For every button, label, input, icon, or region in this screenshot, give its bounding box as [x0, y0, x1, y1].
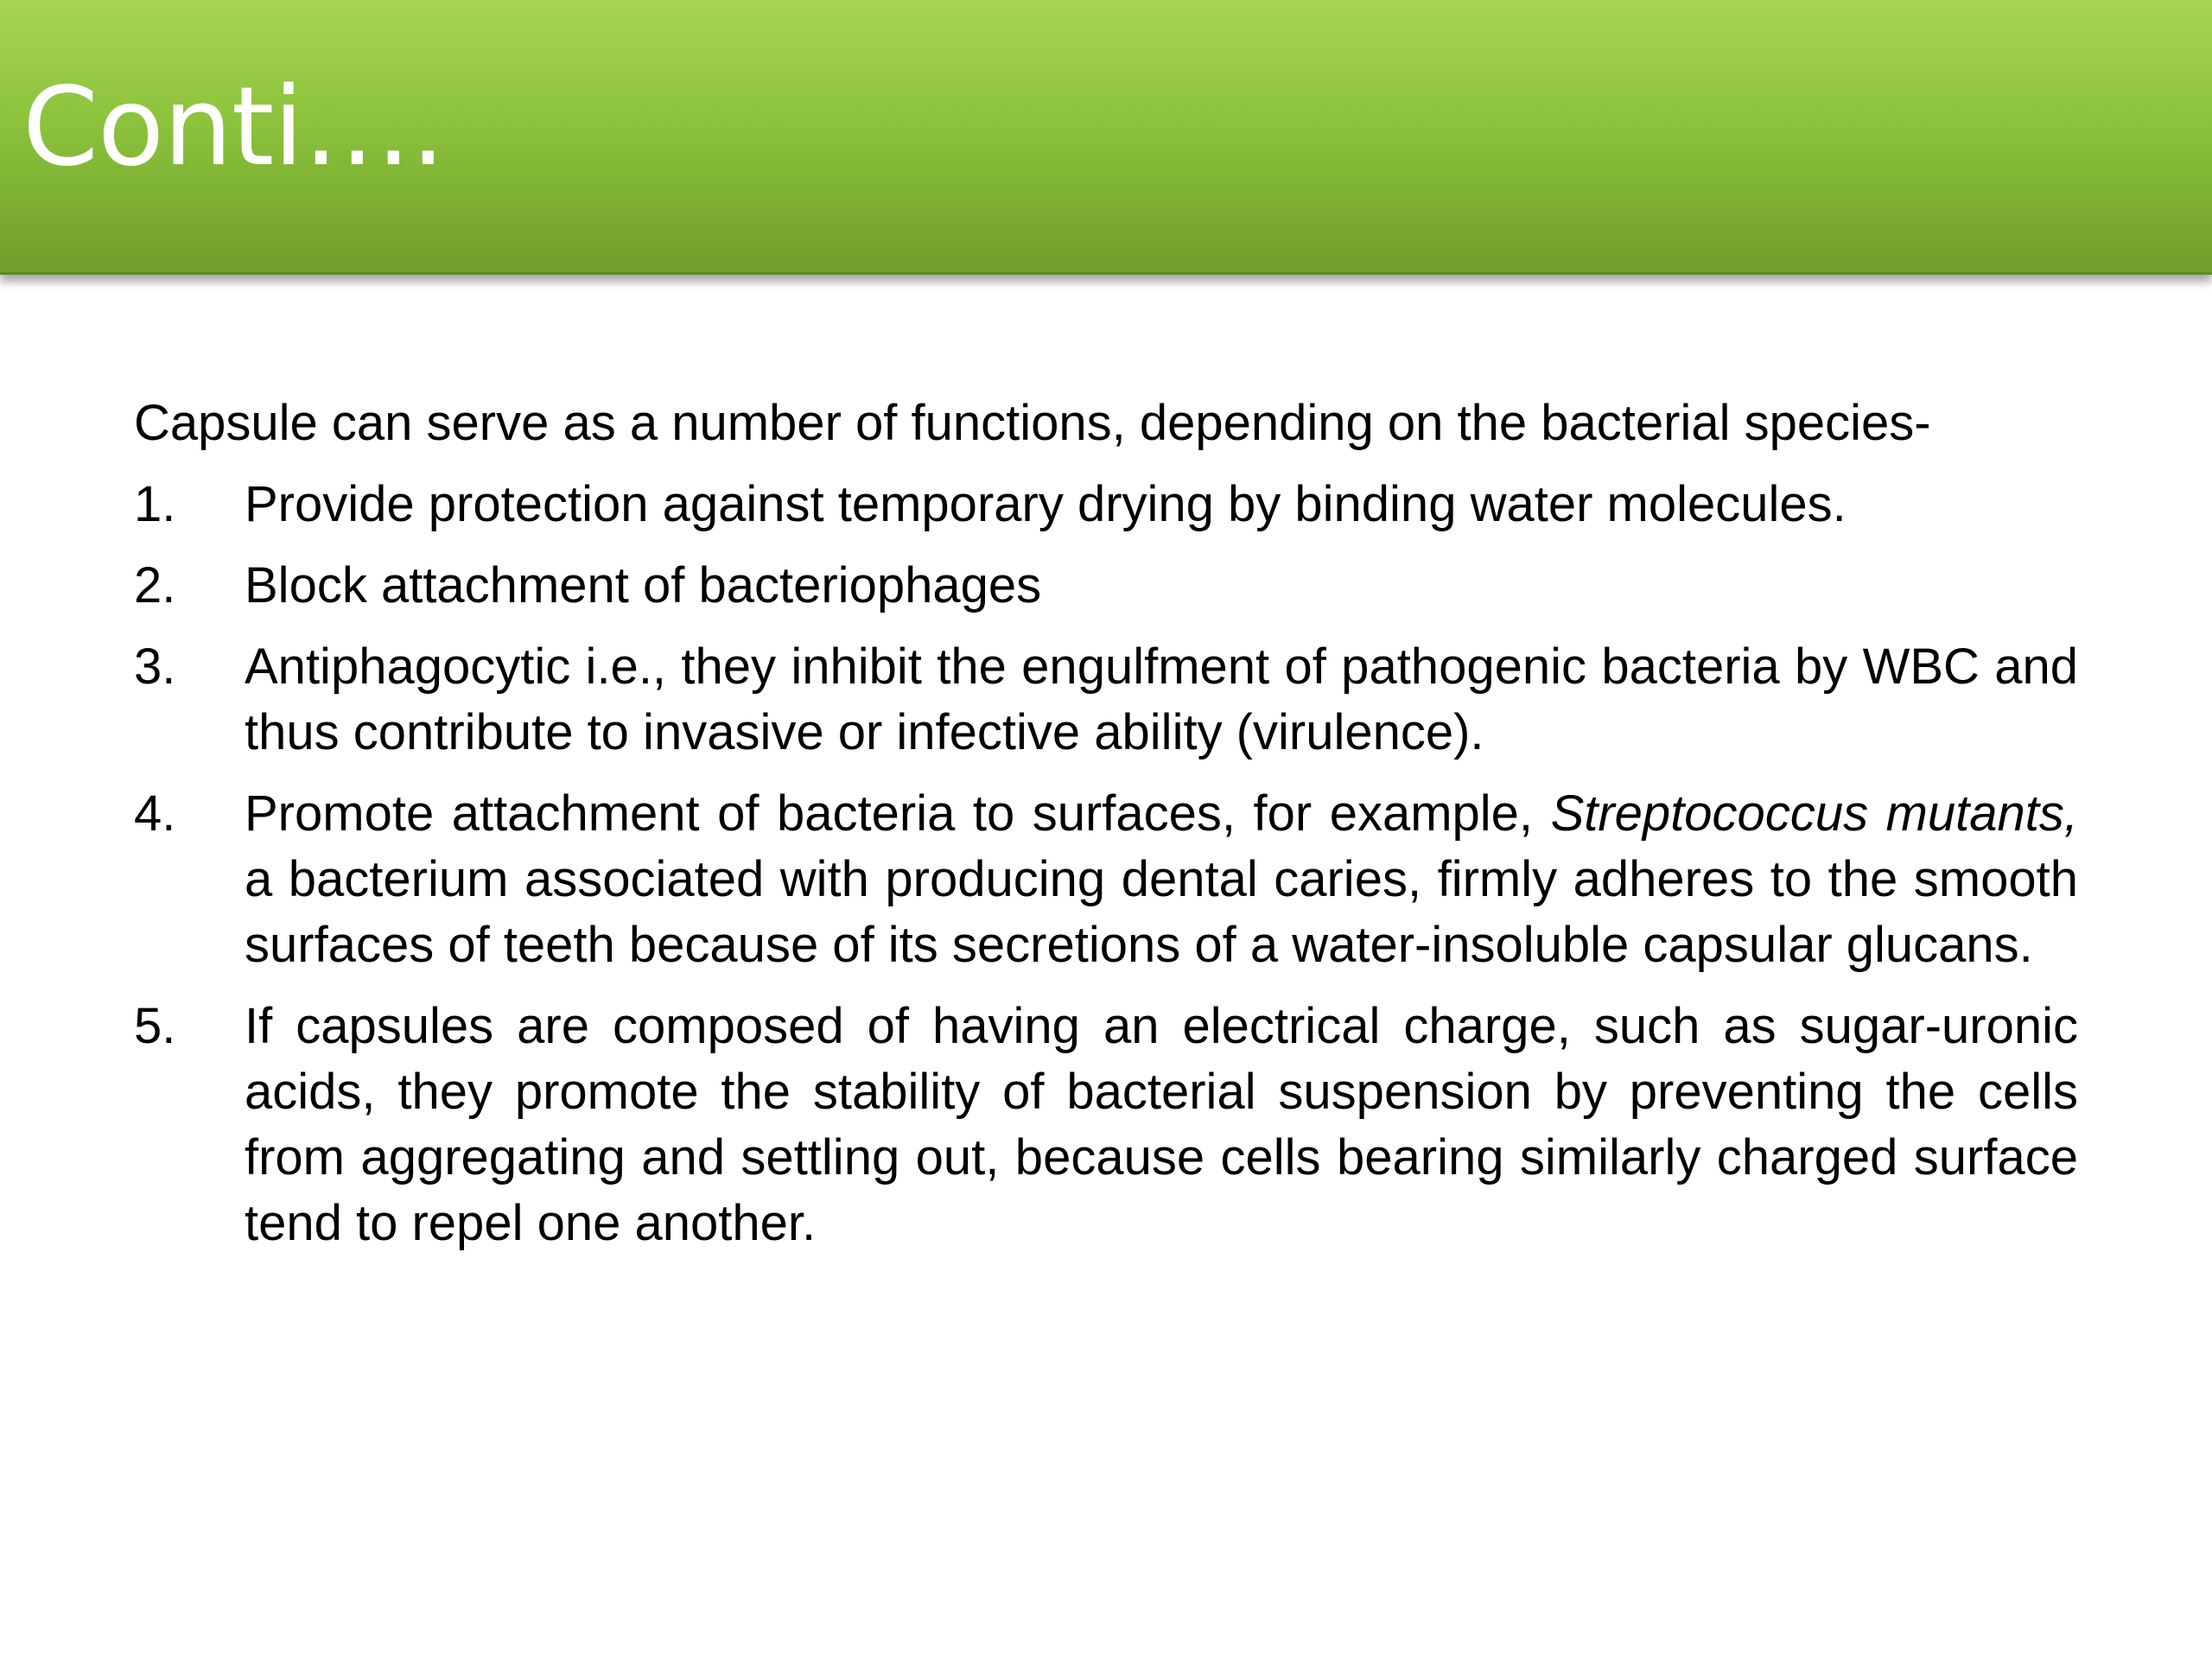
species-name: Streptococcus mutants, — [1550, 785, 2079, 842]
list-item-number: 3. — [134, 639, 176, 695]
list-item-text: If capsules are composed of having an electrical charge, such as sugar-uronic acids, they promote the stability of bacterial suspension by preventing the cells from aggregating and settling out, because cells bearing similarly charged surface tend to repel one another. — [245, 998, 2078, 1251]
list-item — [134, 994, 2078, 1256]
list-item — [134, 634, 2078, 766]
list-item-text-part: a bacterium associated with producing dental caries, firmly adheres to the smooth surfaces of teeth because of its secretions of a water-insoluble capsular glucans. — [245, 851, 2078, 973]
function-list — [134, 472, 2078, 1256]
list-item — [134, 781, 2078, 978]
list-item-number: 4. — [134, 785, 176, 842]
list-item-number: 1. — [134, 476, 176, 532]
list-item-number: 5. — [134, 998, 176, 1054]
slide-content — [134, 391, 2078, 1272]
slide-title: Conti…. — [22, 63, 445, 190]
list-item-text — [245, 781, 2078, 978]
list-item-number: 2. — [134, 557, 176, 613]
list-item-text-part: Promote attachment of bacteria to surfaces, for example, — [245, 785, 1551, 842]
list-item — [134, 553, 2078, 619]
intro-paragraph: Capsule can serve as a number of functions, depending on the bacterial species- — [134, 395, 1931, 451]
list-item-text: Antiphagocytic i.e., they inhibit the engulfment of pathogenic bacteria by WBC and thus contribute to invasive or infective ability (virulence). — [245, 639, 2078, 760]
title-banner — [0, 0, 2212, 275]
list-item-text: Block attachment of bacteriophages — [245, 557, 1042, 613]
list-item — [134, 472, 2078, 537]
list-item-text: Provide protection against temporary drying by binding water molecules. — [245, 476, 1847, 532]
